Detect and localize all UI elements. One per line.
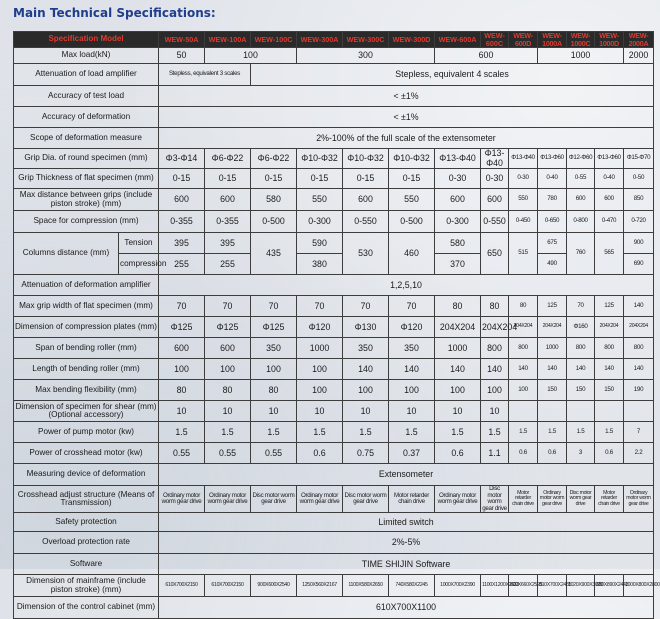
cell: 600 (205, 189, 251, 211)
cell: 204X204 (435, 317, 481, 338)
cell: Φ13-Φ60 (595, 149, 624, 169)
cell: 650 (481, 233, 509, 275)
cell: Φ120 (389, 317, 435, 338)
cell (595, 401, 624, 422)
cell: 150 (567, 380, 595, 401)
cell: 140 (389, 359, 435, 380)
cell: Ordinary motor worm gear drive (297, 486, 343, 513)
cell: Motor retarder chain drive (509, 486, 538, 513)
cell: 70 (297, 296, 343, 317)
row-label: Measuring device of deformation (14, 464, 159, 486)
table-row (14, 380, 654, 401)
table-row (14, 64, 654, 86)
cell: 600 (343, 189, 389, 211)
cell: 600 (567, 189, 595, 211)
cell: 395 (159, 233, 205, 254)
table-row (14, 169, 654, 189)
cell: 580 (435, 233, 481, 254)
cell: 80 (481, 296, 509, 317)
header-cell: WEW-600D (509, 32, 538, 48)
cell: 0.55 (159, 443, 205, 464)
cell: 1100X1200X2633 (481, 575, 509, 597)
cell: 550 (297, 189, 343, 211)
cell: 1.5 (595, 422, 624, 443)
cell: 1.5 (481, 422, 509, 443)
cell: Φ13-Φ60 (538, 149, 567, 169)
cell: 10 (159, 401, 205, 422)
cell: Φ10-Φ32 (389, 149, 435, 169)
cell: 0-720 (624, 211, 654, 233)
cell: 100 (205, 359, 251, 380)
cell: 0-15 (343, 169, 389, 189)
cell: 0-15 (389, 169, 435, 189)
cell: 760 (567, 233, 595, 275)
cell: 0-15 (159, 169, 205, 189)
cell: 740X580X2245 (389, 575, 435, 597)
cell: 80 (435, 296, 481, 317)
cell: Φ120 (297, 317, 343, 338)
cell: 7 (624, 422, 654, 443)
row-label: Max load(kN) (14, 48, 159, 64)
cell: Φ13-Φ40 (509, 149, 538, 169)
cell: 610X700X1100 (159, 597, 654, 619)
cell: 0.6 (297, 443, 343, 464)
row-label: Length of bending roller (mm) (14, 359, 159, 380)
cell: 0-15 (251, 169, 297, 189)
cell: 395 (205, 233, 251, 254)
cell: Φ125 (205, 317, 251, 338)
cell: 1000X800X2800 (624, 575, 654, 597)
row-label: Max grip width of flat specimen (mm) (14, 296, 159, 317)
row-label: Space for compression (mm) (14, 211, 159, 233)
cell: 850 (624, 189, 654, 211)
row-label: Columns distance (mm) (14, 233, 119, 275)
cell: Extensometer (159, 464, 654, 486)
cell: 204X204 (481, 317, 509, 338)
cell: 490 (538, 254, 567, 275)
cell: 800 (595, 338, 624, 359)
cell: 0.75 (343, 443, 389, 464)
cell: 10 (251, 401, 297, 422)
cell: Φ12-Φ60 (567, 149, 595, 169)
cell: 0-40 (538, 169, 567, 189)
cell: 1.5 (297, 422, 343, 443)
cell: 100 (297, 359, 343, 380)
cell: Ordinary motor worm gear drive (624, 486, 654, 513)
cell: 1.5 (567, 422, 595, 443)
cell: 0.55 (205, 443, 251, 464)
table-row (14, 486, 654, 513)
spec-table (13, 31, 660, 619)
cell: 2.2 (624, 443, 654, 464)
cell: 300 (297, 48, 435, 64)
cell: Φ125 (251, 317, 297, 338)
table-row (14, 443, 654, 464)
cell: 10 (297, 401, 343, 422)
cell: 0-550 (481, 211, 509, 233)
row-label: Overload protection rate (14, 532, 159, 554)
table-row (14, 128, 654, 149)
row-label: Span of bending roller (mm) (14, 338, 159, 359)
cell: 100 (509, 380, 538, 401)
cell: 1,2,5,10 (159, 275, 654, 296)
table-row (14, 597, 654, 619)
row-label: Grip Dia. of round specimen (mm) (14, 149, 159, 169)
cell: 590 (297, 233, 343, 254)
cell: 515 (509, 233, 538, 275)
cell: 204X204 (595, 317, 624, 338)
cell: Disc motor worm gear drive (567, 486, 595, 513)
cell: 900X600X2540 (251, 575, 297, 597)
cell: 1.5 (509, 422, 538, 443)
cell: 140 (567, 359, 595, 380)
cell: 1.5 (205, 422, 251, 443)
row-label: Max distance between grips (include piston stroke) (mm) (14, 189, 159, 211)
table-row (14, 401, 654, 422)
cell: 0-355 (159, 211, 205, 233)
table-row (14, 338, 654, 359)
cell (538, 401, 567, 422)
cell: Stepless, equivalent 3 scales (159, 64, 251, 86)
cell: Motor retarder chain drive (595, 486, 624, 513)
cell: Disc motor worm gear drive (251, 486, 297, 513)
cell: Φ130 (343, 317, 389, 338)
table-row (14, 189, 654, 211)
header-cell: WEW-300A (297, 32, 343, 48)
cell: 350 (343, 338, 389, 359)
table-row (14, 575, 654, 597)
cell: 800X660X2525 (509, 575, 538, 597)
cell: 80 (159, 380, 205, 401)
cell: 100 (389, 380, 435, 401)
cell: 1.1 (481, 443, 509, 464)
row-label: Scope of deformation measure (14, 128, 159, 149)
cell: 70 (343, 296, 389, 317)
cell: 150 (595, 380, 624, 401)
cell: 810X700X2485 (538, 575, 567, 597)
cell: 204X204 (538, 317, 567, 338)
cell: 0-550 (343, 211, 389, 233)
row-label: Dimension of specimen for shear (mm) (Optional accessory) (14, 401, 159, 422)
cell: 0.6 (595, 443, 624, 464)
cell: 800 (567, 338, 595, 359)
cell (624, 401, 654, 422)
cell: 0-300 (297, 211, 343, 233)
cell: 600 (435, 189, 481, 211)
cell: 2%-5% (159, 532, 654, 554)
cell: 10 (205, 401, 251, 422)
cell: 140 (343, 359, 389, 380)
table-row (14, 532, 654, 554)
cell: Φ13-Φ40 (435, 149, 481, 169)
cell: Limited switch (159, 513, 654, 532)
table-row (14, 422, 654, 443)
cell: 0-500 (389, 211, 435, 233)
table-row (14, 48, 654, 64)
cell: Motor retarder chain drive (389, 486, 435, 513)
cell: Ordinary motor worm gear drive (538, 486, 567, 513)
header-cell: WEW-600A (435, 32, 481, 48)
cell: 2000 (624, 48, 654, 64)
cell: 0.6 (509, 443, 538, 464)
cell: 125 (538, 296, 567, 317)
cell: 0-40 (595, 169, 624, 189)
cell: < ±1% (159, 86, 654, 107)
row-label: Crosshead adjust structure (Means of Transmission) (14, 486, 159, 513)
cell: Φ6-Φ22 (251, 149, 297, 169)
cell: 204X204 (509, 317, 538, 338)
cell: 1.5 (251, 422, 297, 443)
table-row (14, 464, 654, 486)
cell: 100 (205, 48, 297, 64)
row-label: Dimension of the control cabinet (mm) (14, 597, 159, 619)
cell: 140 (538, 359, 567, 380)
cell: 0-450 (509, 211, 538, 233)
cell: 0-30 (481, 169, 509, 189)
cell: 70 (567, 296, 595, 317)
cell: 1000 (297, 338, 343, 359)
cell: 435 (251, 233, 297, 275)
cell: 900 (624, 233, 654, 254)
cell: 1100X580X2650 (343, 575, 389, 597)
cell: 550 (509, 189, 538, 211)
cell: 600 (481, 189, 509, 211)
cell: Stepless, equivalent 4 scales (251, 64, 654, 86)
row-label: Accuracy of test load (14, 86, 159, 107)
cell: 370 (435, 254, 481, 275)
row-label: Grip Thickness of flat specimen (mm) (14, 169, 159, 189)
header-cell: WEW-1000D (595, 32, 624, 48)
cell: 800 (481, 338, 509, 359)
table-row (14, 317, 654, 338)
cell: 3 (567, 443, 595, 464)
row-label: Software (14, 554, 159, 575)
cell: 70 (389, 296, 435, 317)
cell: 50 (159, 48, 205, 64)
cell: 0-15 (205, 169, 251, 189)
cell: 140 (435, 359, 481, 380)
cell: 0-650 (538, 211, 567, 233)
cell: 140 (481, 359, 509, 380)
cell: 190 (624, 380, 654, 401)
cell: 800 (509, 338, 538, 359)
cell: < ±1% (159, 107, 654, 128)
cell: 10 (343, 401, 389, 422)
cell: 100 (343, 380, 389, 401)
cell: 0-30 (509, 169, 538, 189)
table-row (14, 359, 654, 380)
cell: 1020X900X3020 (567, 575, 595, 597)
cell: 0.6 (538, 443, 567, 464)
cell: 1.5 (538, 422, 567, 443)
header-cell: WEW-600C (481, 32, 509, 48)
header-cell: WEW-1000C (567, 32, 595, 48)
row-label: Safety protection (14, 513, 159, 532)
cell: 1000 (538, 338, 567, 359)
cell: 565 (595, 233, 624, 275)
cell: Ordinary motor worm gear drive (435, 486, 481, 513)
cell: 80 (251, 380, 297, 401)
cell: Ordinary motor worm gear drive (205, 486, 251, 513)
cell: 0-355 (205, 211, 251, 233)
cell: 0.55 (251, 443, 297, 464)
cell: 600 (205, 338, 251, 359)
header-cell: WEW-100A (205, 32, 251, 48)
cell: 1.5 (343, 422, 389, 443)
cell: 100 (297, 380, 343, 401)
row-label: Power of crosshead motor (kw) (14, 443, 159, 464)
cell: 125 (595, 296, 624, 317)
cell: 150 (538, 380, 567, 401)
cell: 380 (297, 254, 343, 275)
cell: Φ3-Φ14 (159, 149, 205, 169)
cell: Φ10-Φ32 (297, 149, 343, 169)
cell (567, 401, 595, 422)
header-cell: WEW-300C (343, 32, 389, 48)
cell: 600 (159, 338, 205, 359)
cell: 1.5 (159, 422, 205, 443)
cell: 0-15 (297, 169, 343, 189)
cell: 70 (251, 296, 297, 317)
cell: 1000 (435, 338, 481, 359)
row-label: Attenuation of load amplifier (14, 64, 159, 86)
cell: Φ15-Φ70 (624, 149, 654, 169)
table-row (14, 149, 654, 169)
cell: 1000X700X2390 (435, 575, 481, 597)
table-row (14, 554, 654, 575)
table-row (14, 296, 654, 317)
cell: 0-300 (435, 211, 481, 233)
cell: 140 (624, 359, 654, 380)
header-cell: WEW-100C (251, 32, 297, 48)
cell: 530 (343, 233, 389, 275)
sub-label: Tension (119, 233, 159, 254)
cell: 10 (435, 401, 481, 422)
cell: 2%-100% of the full scale of the extensometer (159, 128, 654, 149)
cell: 675 (538, 233, 567, 254)
page-title: Main Technical Specifications: (13, 6, 216, 20)
cell: 10 (481, 401, 509, 422)
row-label: Accuracy of deformation (14, 107, 159, 128)
cell: Φ10-Φ32 (343, 149, 389, 169)
cell: 1.5 (435, 422, 481, 443)
cell: 0-30 (435, 169, 481, 189)
header-cell: WEW-2000A (624, 32, 654, 48)
cell: 600 (159, 189, 205, 211)
cell: 550 (389, 189, 435, 211)
table-row (14, 86, 654, 107)
cell: Φ6-Φ22 (205, 149, 251, 169)
cell: Disc motor worm gear drive (343, 486, 389, 513)
cell: 0-800 (567, 211, 595, 233)
cell: 70 (205, 296, 251, 317)
cell: 10 (389, 401, 435, 422)
cell: 690 (624, 254, 654, 275)
cell: 1.5 (389, 422, 435, 443)
cell: 100 (481, 380, 509, 401)
cell: 255 (159, 254, 205, 275)
header-cell: Specification Model (14, 32, 159, 48)
cell: Φ13-Φ40 (481, 149, 509, 169)
cell: 610X700X2150 (159, 575, 205, 597)
cell: 460 (389, 233, 435, 275)
row-label: Dimension of compression plates (mm) (14, 317, 159, 338)
header-cell: WEW-50A (159, 32, 205, 48)
cell: 350 (389, 338, 435, 359)
row-label: Dimension of mainframe (include piston stroke) (mm) (14, 575, 159, 597)
cell: 1000 (538, 48, 624, 64)
row-label: Power of pump motor (kw) (14, 422, 159, 443)
cell: 204X204 (624, 317, 654, 338)
cell: 0-500 (251, 211, 297, 233)
cell: Disc motor worm gear drive (482, 485, 507, 512)
table-row (14, 233, 654, 254)
header-row (14, 32, 654, 48)
cell: 140 (595, 359, 624, 380)
cell: 0-470 (595, 211, 624, 233)
header-cell: WEW-1000A (538, 32, 567, 48)
table-row (14, 211, 654, 233)
cell: 80 (509, 296, 538, 317)
table-row (14, 275, 654, 296)
cell: 80 (205, 380, 251, 401)
header-cell: WEW-300D (389, 32, 435, 48)
cell: 610X700X2150 (205, 575, 251, 597)
cell: 580 (251, 189, 297, 211)
cell: Φ160 (567, 317, 595, 338)
cell: 800 (624, 338, 654, 359)
cell: 880X890X2443 (595, 575, 624, 597)
table-row (14, 513, 654, 532)
cell (509, 401, 538, 422)
cell: TIME SHIJIN Software (159, 554, 654, 575)
cell: 0-55 (567, 169, 595, 189)
cell: 780 (538, 189, 567, 211)
cell: 140 (509, 359, 538, 380)
cell: 100 (435, 380, 481, 401)
cell: 0-50 (624, 169, 654, 189)
row-label: Max bending flexibility (mm) (14, 380, 159, 401)
cell: Ordinary motor worm gear drive (159, 486, 205, 513)
cell: 100 (251, 359, 297, 380)
row-label: Attenuation of deformation amplifier (14, 275, 159, 296)
cell: Φ125 (159, 317, 205, 338)
cell: 70 (159, 296, 205, 317)
cell: 100 (159, 359, 205, 380)
cell: 0.37 (389, 443, 435, 464)
cell: 140 (624, 296, 654, 317)
cell: 600 (435, 48, 538, 64)
cell: 0.6 (435, 443, 481, 464)
cell: 350 (251, 338, 297, 359)
cell: 600 (595, 189, 624, 211)
table-row (14, 107, 654, 128)
cell: 255 (205, 254, 251, 275)
cell: 1250X560X2167 (297, 575, 343, 597)
sub-label: compression (119, 254, 159, 275)
